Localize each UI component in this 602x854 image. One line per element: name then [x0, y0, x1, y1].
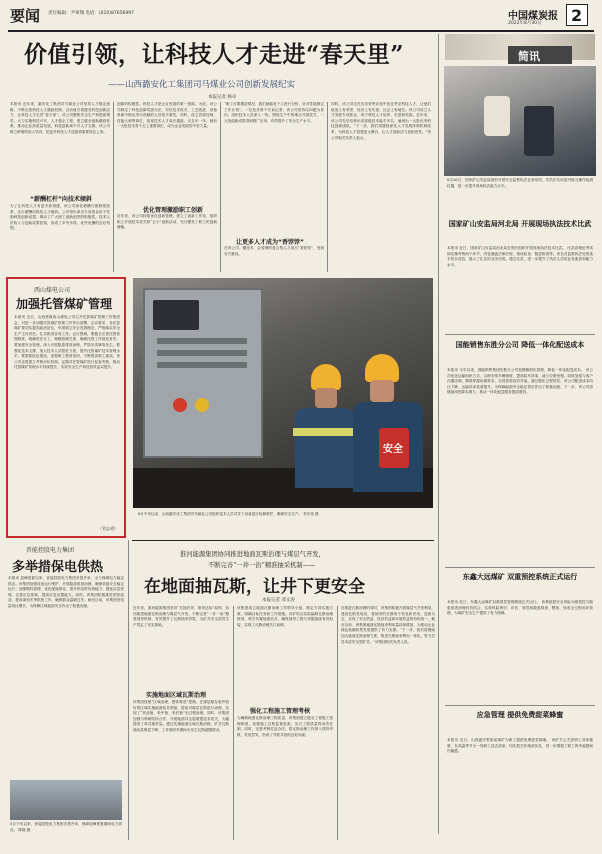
- bottom-story-rule: [132, 540, 434, 541]
- lead-text-col-1b: 为了让科技人才有更多获得感，该公司深化薪酬分配制度改革，实行薪酬向科技人才倾斜。公司每年拿出专项资金用于奖励科技创新成果，调动了广大职工创新创效的积极性。技术人员收入与创新成果挂钩，形成了多劳多得、优劳优酬的良好氛围。: [10, 204, 110, 231]
- section-label: 要闻: [10, 7, 41, 25]
- lead-subhead-3: 让更多人才成为“香饽饽”: [236, 239, 304, 246]
- main-photo: [133, 278, 433, 508]
- briefs-label: 简讯: [518, 50, 540, 63]
- boxed-story-text: 本报讯 近日，山西焦煤西山煤电公司召开托管煤矿管理工作推进会，对进一步加强托管煤矿管理工作作出部署。会议要求，各托管煤矿要切实提高政治站位，牢固树立安全发展理念，严格落实安全生产主体责任，扎实推进各项工作。会议强调，要健全完善托管管理制度，明确责任分工，理顺管理关系，确保托管工作规范有序。要加强安全管理，深入开展隐患排查治理，严防各类事故发生。要强化技术支撑，加大技术人员派驻力度，提升托管煤矿技术管理水平。要狠抓队伍建设，加强职工教育培训，不断提高职工素质。该公司还将建立考核评价机制，定期对托管煤矿进行检查考核，推动托管煤矿管理水平持续提升，实现安全生产和经营效益双提升。: [14, 315, 120, 370]
- lead-text-col-4: 同时，该公司还在各类荣誉评选中优先考虑科技人才，让他们政治上有荣誉、经济上有实惠、社会上有地位。该公司设立人才发展专项基金，用于科技人才培养、引进和奖励。近年来，该公司先后培养出省部级技术能手多名，涌现出一大批优秀科技创新团队。“下一步，我们将继续深化人才发展体制机制改革，为科技人才搭建更大舞台，让人才创新活力竞相迸发。”该公司相关负责人表示。: [331, 102, 431, 140]
- lead-col-divider-2: [220, 102, 221, 272]
- bottom-subhead-1: 实施地面区域瓦斯治理: [146, 692, 207, 699]
- bottom-text-col-2: 该集团成立地面瓦斯治理工作领导小组，制定专项实施方案，明确目标任务和工作措施。各矿结合实际编制瓦斯治理规划，科学布置地面钻井，确保抽采工程与采掘接续有效衔接，实现了瓦斯治理关口前移。: [237, 606, 333, 627]
- paper-name: 中国煤炭报: [508, 11, 558, 22]
- editor-info: 责任编辑：尹翠翔 电话：(010)87656997: [48, 11, 134, 16]
- boxed-story-title: 加强托管煤矿管理: [16, 297, 113, 311]
- lead-text-col-1: 本报讯 近年来，潞安化工集团司马煤业公司坚持人才强企战略，不断完善科技人才激励机制，以价值引领激发科技创新活力，让科技人才走进“春天里”。该公司聚焦安全生产和提质增效，大力实施科技兴安、人才强企工程，建立健全创新激励体系，推动企业高质量发展。科技创新离不开人才支撑。该公司树立鲜明的用人导向，把更多科技人才选拔到重要岗位上来。: [10, 102, 110, 134]
- sidebar-headline-1: 国家矿山安监局河北局 开展现场执法技术比武: [448, 219, 592, 228]
- lead-subtitle: ——山西潞安化工集团司马煤业公司创新发展纪实: [108, 80, 296, 90]
- left-lower-text: 本报讯 迎峰度夏以来，晋能控股电力集团多措并举，全力保障电力稳定供应。该集团加强设备运行维护，开展隐患排查治理，确保机组安全稳定运行；加强燃料管理，优化配煤掺烧，提升机组带负荷能力；强化应急管理，完善应急预案，提高应急处置能力。同时，该集团积极推进供热改造，提前谋划冬季供热工作，确保群众温暖过冬。截至目前，该集团发电量同比增长，为保障区域能源安全作出了积极贡献。: [8, 576, 124, 608]
- sidebar-divider-3: [445, 705, 595, 706]
- sidebar-text-3: 本报讯 近日，东鑫大远煤矿双重预控管理系统正式运行。 该系统将安全风险分级管控与隐患排查治理有机结合，实现风险辨识、评估、管控和隐患排查、整改、验收全过程闭环管理，为煤矿安全生产提供了有力保障。: [447, 600, 593, 616]
- page-number-box: [566, 4, 588, 26]
- lead-text-col-2b: 近年来，该公司持续优化创新管理，建立了创新工作室，组织职工开展技术攻关和“五小”创新活动，充分激发了职工的创新潜能。: [117, 214, 217, 230]
- sidebar-photo: [444, 66, 596, 176]
- lead-col-divider-1: [113, 102, 114, 272]
- left-lower-kicker: 晋能控股电力集团: [26, 547, 75, 554]
- bottom-text-col-3: 在推进瓦斯治理的同时，该集团积极开展煤层气开发利用，建设瓦斯发电站，将抽采的瓦斯用于发电和民用，变废为宝，实现了安全效益、经济效益和环境效益的有机统一。截至目前，该集团地面瓦斯抽采利用量持续增加，为推动企业绿色低碳转型发展提供了有力支撑。“下一步，我们将继续加大地面瓦斯治理力度，推进瓦斯抽采利用一体化，努力打造本质安全型矿井。”该集团相关负责人说。: [341, 606, 435, 644]
- left-lower-title: 多举措保电供热: [12, 560, 104, 575]
- vest-text: 安全: [383, 444, 403, 455]
- bottom-title: 在地面抽瓦斯，让井下更安全: [144, 577, 365, 597]
- bottom-kicker-2: 不断完善“一井一治”精准抽采机制——: [208, 562, 316, 569]
- sidebar-text-2: 本报讯 今年以来，国能销售集团东胜分公司加强精细化管理，降低一体化配送成本。 该公司优化运输组织方式，合理安排车辆调度，提高装车效率，减少空驶里程。同时加强与客户沟通协调，精准掌握用煤需求，实现供需高效对接。通过强化过程管控，该公司配送成本同比下降，运输效率显著提升，为保障能源安全稳定供应作出了积极贡献。下一步，该公司将继续深挖降本潜力，推动一体化配送服务提质增效。: [447, 368, 593, 395]
- lead-col-divider-3: [327, 102, 328, 272]
- lead-text-col-2: 创新的积极性。科技人才是企业发展的第一资源。为此，该公司制定了科技创新奖励办法，对在技术攻关、工艺改进、设备革新中做出突出贡献的人员给予重奖。同时，设立首席技师、技能大师等岗位，拓宽技术人才成长通道。仅去年一年，就有一大批技术骨干走上重要岗位，成为企业发展的中坚力量。: [117, 102, 217, 129]
- boxed-story-kicker: 西山煤电公司: [34, 287, 71, 294]
- sidebar-text-4: 本报讯 近日，山西潞安集团某煤矿为职工提供免费甜菜蜂蜜。 该矿关心关爱职工身体健康，在高温季节为一线职工送去清凉，切实把关怀落到实处，进一步增强了职工的幸福感和归属感。: [447, 738, 593, 754]
- date-line: 2022年8月30日: [508, 21, 542, 26]
- sidebar-divider-2: [445, 567, 595, 568]
- left-lower-photo: [10, 780, 122, 820]
- left-column-divider: [128, 540, 129, 840]
- boxed-story-byline: （刘志勇）: [98, 526, 118, 531]
- bottom-kicker: 淮河能源集团协同推进地面瓦斯治理与煤层气开发，: [180, 551, 325, 558]
- main-sidebar-divider: [438, 34, 439, 834]
- bottom-text-col-1b: 该集团按照“区域治理、整体推进”思路，在煤层赋存条件较好的区域实施地面钻井预抽，提前对煤层瓦斯进行治理，实现了“采前抽、采中抽、采后抽”全过程治理。同时，该集团加强与科研院所合作，开展地面井压裂增透技术攻关，大幅提高了单井抽采量。通过实施地面区域瓦斯治理，矿井瓦斯涌出量明显下降，工作面回采期间未发生瓦斯超限情况。: [133, 700, 229, 732]
- bottom-text-col-1: 近年来，淮河能源集团坚持“先抽后采、抽采达标”原则，协同推进地面瓦斯治理与煤层气开发，不断完善“一井一治”精准抽采机制，有效提升了瓦斯抽采效果，为矿井安全高效生产奠定了坚实基础。: [133, 606, 229, 627]
- lead-subhead-1: “薪酬杠杆”向技术倾斜: [30, 196, 92, 203]
- left-lower-caption: 5月下旬以来，晋能控股电力集团多措并举，保障迎峰度夏期间电力供应。 陈晓 摄: [10, 822, 122, 832]
- lead-title: 价值引领，让科技人才走进“春天里”: [24, 41, 404, 68]
- lead-subhead-2: 优化管理激励职工创新: [143, 207, 204, 214]
- lead-text-col-3: “职工可要摸清情况，我们就能有个人进行分析，针对性地制定工作计划”，一位技术骨干告诉记者，该公司坚持以问题为导向，组织技术人员深入一线，围绕生产中的难点开展攻关，一大批创新成果得到推广应用，有效提升了安全生产水平。: [224, 102, 324, 123]
- sidebar-photo-caption: 8月26日，国家矿山安监局组织开展安全监察执法业务培训，学员在实训室内练习操作检测仪器，进一步提升现场执法能力水平。: [447, 178, 593, 188]
- briefs-label-box: [508, 46, 572, 64]
- main-photo-caption: 8月中旬以来，山西潞安化工集团司马煤业公司组织技术人员对井下设备进行检修维护，确保安全生产。 李宏伟 摄: [138, 512, 319, 516]
- sidebar-headline-4: 应急管理 提供免费甜菜蜂蜜: [476, 710, 564, 719]
- sidebar-headline-3: 东鑫大远煤矿 双重预控系统正式运行: [462, 572, 578, 581]
- lead-text-col-3b: 在该公司，懂技术、会管理的复合型人才成为“香饽饽”，受到各方重视。: [224, 246, 324, 256]
- sidebar-divider-1: [445, 334, 595, 335]
- page-number: 2: [571, 6, 583, 25]
- bottom-col-divider-2: [337, 606, 338, 840]
- bottom-text-col-2b: 为确保地面瓦斯治理工程质量，该集团建立健全工程施工管理制度，加强施工过程监督检查，实行工程质量终身责任制。同时，完善考核奖惩办法，将瓦斯治理工作纳入绩效考核，奖优罚劣，形成了齐抓共管的良好局面。: [237, 716, 333, 737]
- boxed-story: [6, 277, 126, 538]
- lead-byline: 本报记者 杨卓: [208, 95, 237, 100]
- sidebar-text-1: 本报讯 近日，国家矿山安监局河北局在邢台组织开展现场执法技术比武。 比武设理论考试和实操考核两个环节，内容涵盖法律法规、现场检查、隐患排查等。来自各监察执法处的选手同台竞技，展示了扎实的业务功底。通过比武，进一步提升了执法人员的业务素质和能力水平。: [447, 246, 593, 267]
- masthead: [0, 0, 602, 30]
- sidebar-headline-2: 国能销售东胜分公司 降低一体化配送成本: [455, 340, 585, 349]
- bottom-col-divider-1: [233, 606, 234, 840]
- bottom-byline: 本报记者 邓文涛: [262, 598, 295, 603]
- bottom-subhead-2: 强化工程施工管理考核: [250, 708, 311, 715]
- masthead-rule: [8, 30, 594, 32]
- vest-badge: [379, 428, 409, 468]
